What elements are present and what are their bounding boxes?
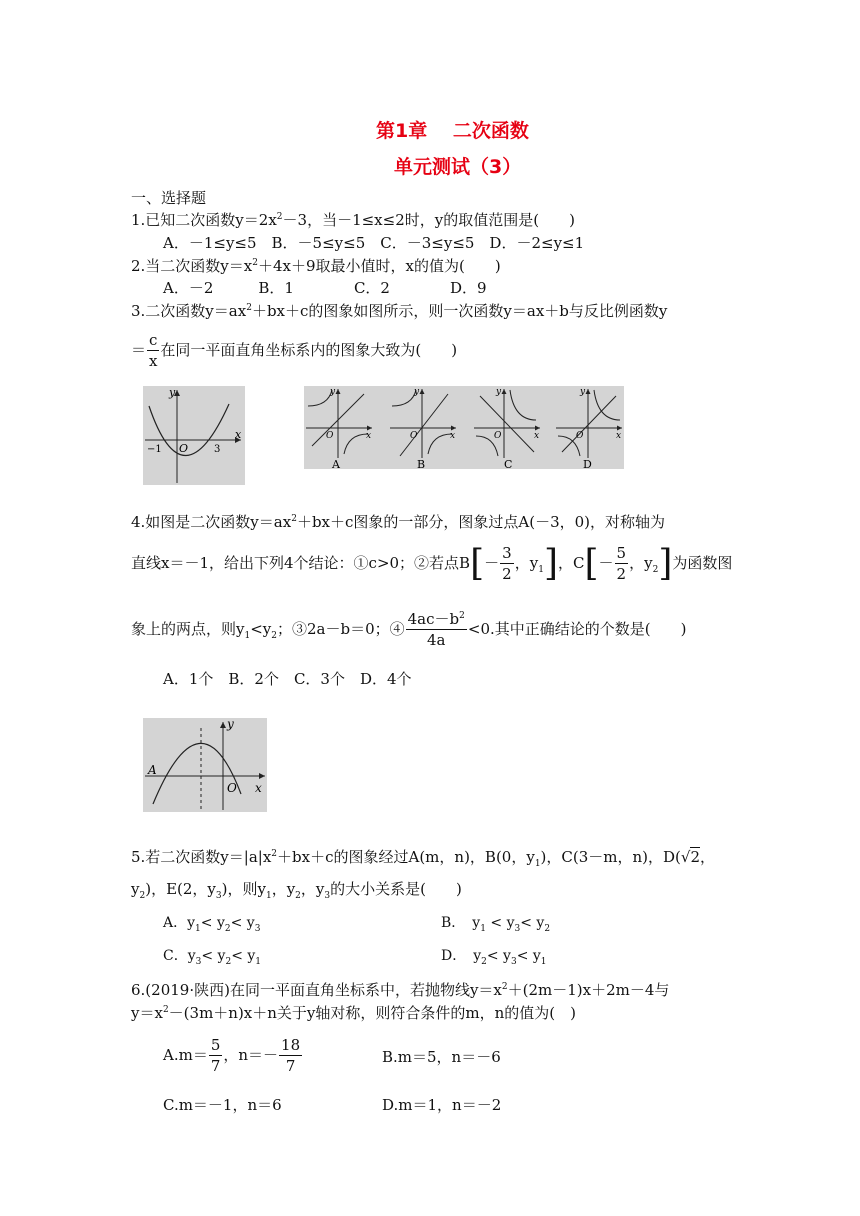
fraction-c-over-x: $\frac{c}{x}$ xyxy=(148,331,158,370)
svg-text:y: y xyxy=(330,387,336,397)
option-c-graph xyxy=(474,387,540,469)
svg-text:O: O xyxy=(410,431,418,441)
section-heading: 一、选择题 xyxy=(131,189,207,207)
fig4-origin-label: O xyxy=(227,781,237,795)
question-6-line1: 6.(2019·陕西)在同一平面直角坐标系中，若抛物线$y=x^2+(2m-1)x+2m-4$与 xyxy=(131,981,670,999)
question-1-options: A．－1≤y≤5 B．－5≤y≤5 C．－3≤y≤5 D．－2≤y≤1 xyxy=(163,234,585,252)
fig4-y-label: y xyxy=(227,718,234,731)
question-6-option-d: D.m＝1，n＝－2 xyxy=(382,1096,502,1114)
question-4-line1: 4.如图是二次函数$y=ax^2+bx+c$图象的一部分，图象过点A(－3，0)，对称轴为 xyxy=(131,513,666,531)
svg-text:O: O xyxy=(326,431,334,441)
question-3-stem: 3.二次函数$y=ax^2+bx+c$的图象如图所示，则一次函数y＝ax＋b与反比例函数y xyxy=(131,302,668,320)
fig3-three-label: 3 xyxy=(214,444,221,455)
question-3-line2: ＝ $\frac{c}{x}$ 在同一平面直角坐标系内的图象大致为( ) xyxy=(131,331,458,370)
svg-text:x: x xyxy=(534,431,540,441)
svg-text:y: y xyxy=(580,387,586,397)
question-2-stem: 2.当二次函数$y=x^2+4x+9$取最小值时，x的值为( ) xyxy=(131,257,501,275)
svg-text:O: O xyxy=(494,431,502,441)
question-5-line1: 5.若二次函数$y=|a|x^2+bx+c$的图象经过A(m，n)，B(0，$y_1$)，C(3－m，n)，D(√2， xyxy=(131,848,716,869)
question-4-line2: 直线x＝－1，给出下列4个结论：①c>0；②若点B[－ $\frac{3}{2}$ ，$y_1$]，C[－ $\frac{5}{2}$ ，$y_2$]为函数图 xyxy=(131,543,733,584)
page-title: 第1章 二次函数 xyxy=(376,120,529,142)
option-a-graph xyxy=(306,387,372,469)
option-c-label: C xyxy=(504,458,513,469)
fig4-x-label: x xyxy=(255,781,262,795)
fig4-point-a-label: A xyxy=(148,763,157,777)
question-4-line3: 象上的两点，则$y_1<y_2$；③2a－b＝0；④ $\frac{4ac-b^2}{4a}$ <0.其中正确结论的个数是( ) xyxy=(131,610,687,649)
question-4-figure xyxy=(143,718,267,812)
question-5-option-c: C．$y_3< y_2< y_1$ xyxy=(163,948,262,967)
option-a-label: A xyxy=(332,458,340,469)
question-1-stem: 1.已知二次函数$y=2x^2-3$，当－1≤x≤2时，y的取值范围是( ) xyxy=(131,211,575,229)
question-5-option-a: A．$y_1< y_2< y_3$ xyxy=(163,915,261,934)
svg-text:y: y xyxy=(414,387,420,397)
fig3-x-label: x xyxy=(235,428,242,441)
fig3-origin-label: O xyxy=(179,442,189,455)
question-5-option-b: B． $y_1 < y_3< y_2$ xyxy=(441,915,551,934)
sqrt-symbol: √ xyxy=(680,848,691,866)
option-b-graph xyxy=(390,387,456,469)
question-5-option-d: D． $y_2< y_3< y_1$ xyxy=(441,948,547,967)
svg-text:x: x xyxy=(616,431,622,441)
svg-text:x: x xyxy=(450,431,456,441)
fig3-neg1-label: −1 xyxy=(147,444,162,455)
question-4-options: A．1个 B．2个 C．3个 D．4个 xyxy=(163,670,412,688)
option-d-label: D xyxy=(583,458,592,469)
question-6-option-c: C.m＝－1，n＝6 xyxy=(163,1096,282,1114)
option-d-graph xyxy=(556,387,622,469)
question-6-option-a: A.m＝ $\frac{5}{7}$ ，n＝－ $\frac{18}{7}$ xyxy=(163,1036,301,1075)
question-2-options: A．－2 B．1 C．2 D．9 xyxy=(163,279,487,297)
question-6-line2: $y=x^2-(3m+n)x+n$关于y轴对称，则符合条件的m，n的值为( ) xyxy=(131,1004,576,1022)
page-subtitle: 单元测试（3） xyxy=(394,156,522,178)
svg-text:x: x xyxy=(366,431,372,441)
svg-text:O: O xyxy=(576,431,584,441)
svg-text:y: y xyxy=(496,387,502,397)
question-5-line2: $y_2$)，E(2，$y_3$)，则$y_1$，$y_2$，$y_3$的大小关系是( ) xyxy=(131,880,462,901)
fig3-y-label: y xyxy=(169,386,176,399)
question-3-parabola-figure xyxy=(143,386,245,485)
question-3-options-figure xyxy=(304,386,624,469)
option-b-label: B xyxy=(417,458,426,469)
question-6-option-b: B.m＝5，n＝－6 xyxy=(382,1048,501,1066)
